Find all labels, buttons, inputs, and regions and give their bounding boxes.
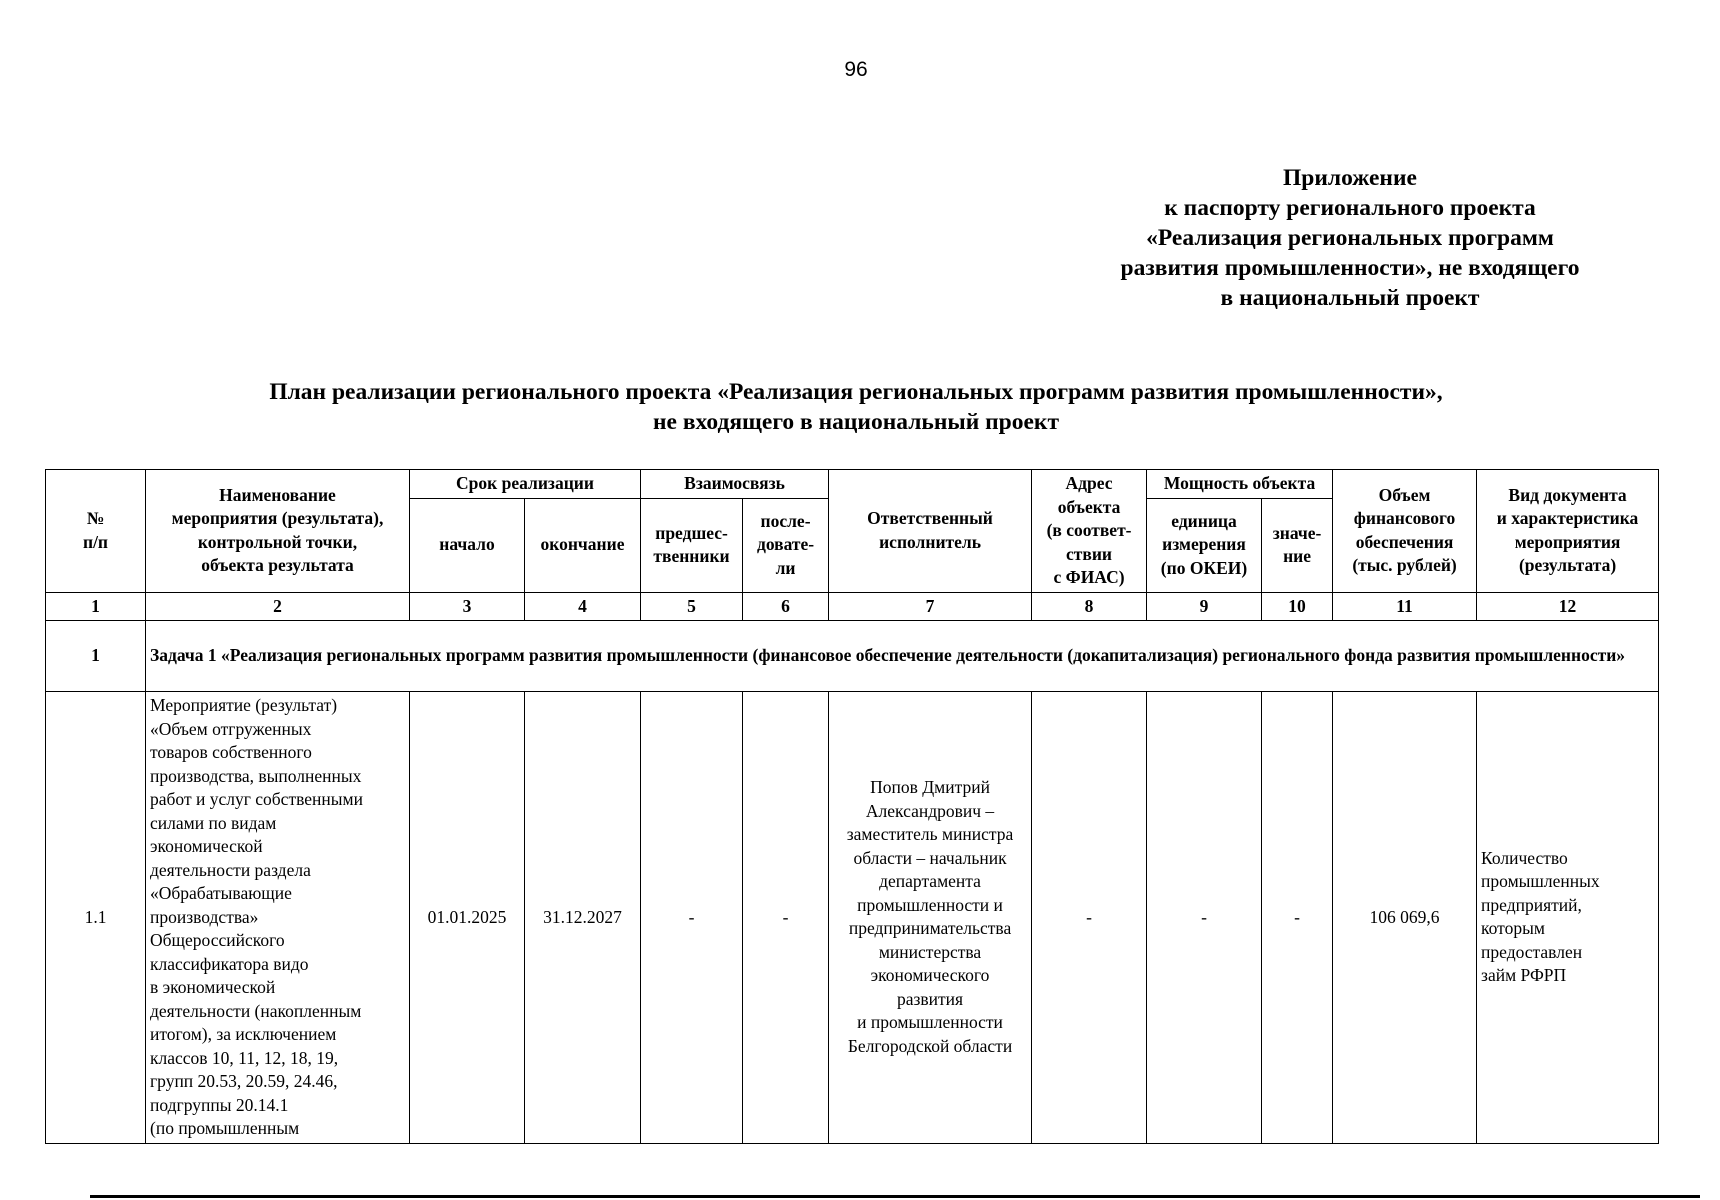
page-number: 96 — [844, 58, 868, 81]
header-executor: Ответственный исполнитель — [829, 470, 1032, 593]
header-term: Срок реализации — [410, 470, 641, 499]
header-row-1 — [46, 470, 1659, 499]
document-title — [0, 377, 1712, 437]
row-finance: 106 069,6 — [1333, 692, 1477, 1144]
task-num: 1 — [46, 621, 146, 692]
row-predecessors: - — [641, 692, 743, 1144]
appendix-line: «Реализация региональных программ — [1146, 225, 1554, 251]
row-start: 01.01.2025 — [410, 692, 525, 1144]
column-number: 5 — [641, 592, 743, 621]
column-number-row — [46, 592, 1659, 621]
column-number: 6 — [743, 592, 829, 621]
appendix-line: к паспорту регионального проекта — [1164, 195, 1536, 221]
appendix-line: Приложение — [1283, 165, 1417, 191]
header-end: окончание — [525, 498, 641, 592]
column-number: 4 — [525, 592, 641, 621]
row-value: - — [1262, 692, 1333, 1144]
column-number: 8 — [1032, 592, 1147, 621]
column-number: 2 — [146, 592, 410, 621]
row-num: 1.1 — [46, 692, 146, 1144]
header-successors: после- довате- ли — [743, 498, 829, 592]
row-doc-type: Количество промышленных предприятий, которым предоставлен займ РФРП — [1477, 692, 1659, 1144]
plan-table — [45, 469, 1659, 1144]
header-start: начало — [410, 498, 525, 592]
header-num: № п/п — [46, 470, 146, 593]
header-relation: Взаимосвязь — [641, 470, 829, 499]
title-line: не входящего в национальный проект — [652, 409, 1060, 435]
column-number: 7 — [829, 592, 1032, 621]
row-address: - — [1032, 692, 1147, 1144]
header-finance: Объем финансового обеспечения (тыс. рублей) — [1333, 470, 1477, 593]
header-value: значе- ние — [1262, 498, 1333, 592]
table-row — [46, 692, 1659, 1144]
header-unit: единица измерения (по ОКЕИ) — [1147, 498, 1262, 592]
header-capacity: Мощность объекта — [1147, 470, 1333, 499]
row-executor: Попов Дмитрий Александрович – заместитель министра области – начальник департамента промышленности и предпринимательства министерства экономического развития и промышленности Белгородской области — [829, 692, 1032, 1144]
appendix-heading — [1100, 163, 1600, 313]
appendix-line: развития промышленности», не входящего — [1120, 255, 1580, 281]
task-text: Задача 1 «Реализация региональных программ развития промышленности (финансовое обеспечение деятельности (докапитализация) регионального фонда развития промышленности» — [146, 621, 1659, 692]
column-number: 9 — [1147, 592, 1262, 621]
column-number: 3 — [410, 592, 525, 621]
row-name: Мероприятие (результат) «Объем отгруженных товаров собственного производства, выполненных работ и услуг собственными силами по видам экономической деятельности раздела «Обрабатывающие производства» Общероссийского классификатора видо в экономической деятельности (накопленным итогом), за исключением классов 10, 11, 12, 18, 19, групп 20.53, 20.59, 24.46, подгруппы 20.14.1 (по промышленным — [146, 692, 410, 1144]
column-number: 11 — [1333, 592, 1477, 621]
header-address: Адрес объекта (в соответ- ствии с ФИАС) — [1032, 470, 1147, 593]
header-doc-type: Вид документа и характеристика мероприятия (результата) — [1477, 470, 1659, 593]
title-line: План реализации регионального проекта «Реализация региональных программ развития промышленности», — [269, 379, 1443, 405]
column-number: 1 — [46, 592, 146, 621]
row-successors: - — [743, 692, 829, 1144]
row-end: 31.12.2027 — [525, 692, 641, 1144]
row-unit: - — [1147, 692, 1262, 1144]
header-predecessors: предшес- твенники — [641, 498, 743, 592]
column-number: 10 — [1262, 592, 1333, 621]
task-row — [46, 621, 1659, 692]
header-name: Наименование мероприятия (результата), контрольной точки, объекта результата — [146, 470, 410, 593]
bottom-divider — [90, 1195, 1700, 1198]
column-number: 12 — [1477, 592, 1659, 621]
appendix-line: в национальный проект — [1220, 285, 1480, 311]
